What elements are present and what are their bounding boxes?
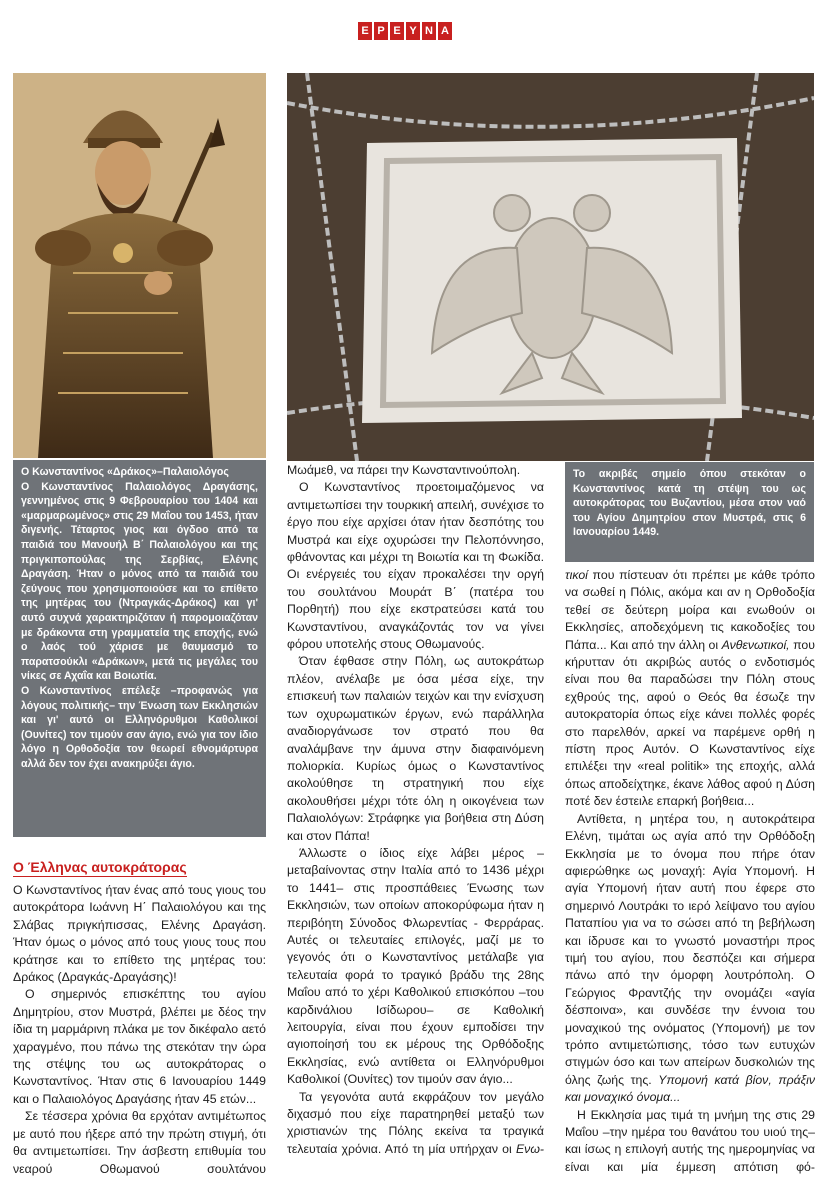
caption-text: Ο Κωνσταντίνος επέλεξε –προφανώς για λόγους πολιτικής– την Ένωση των Εκκλησιών και γι' αυτό οι Ελληνόρυθμοι Καθολικοί (Ουνίτες) τον τιμούν σαν άγιο, ενώ για τον ίδιο λόγο η Ορθοδοξία τον θεωρεί εθνομάρτυρα αλλά δεν τον έχει ανακηρύξει άγιο. xyxy=(21,684,258,770)
section-title: Ο Έλληνας αυτοκράτορας xyxy=(13,859,187,875)
paragraph-text: Αντίθετα, η μητέρα του, η αυτοκράτειρα Ελένη, τιμάται ως αγία από την Ορθόδοξη Εκκλησία με το όνομα που πήρε όταν αφιερώθηκε ως μοναχή: Αγία Υπομονή. Η αγία Υπομονή ήταν αυτή που έφερε στο σημερινό Λουτράκι το ιερό λείψανο του αγίου Παταπίου για να το σώσει από τη βεβήλωση και ίδρυσε και το γνωστό μοναστήρι προς τιμή του αγίου, που δεσπόζει και σήμερα πάνω από την όμορφη λουτρόπολη. Ο Γεώργιος Φραντζής την ονομάζει «αγία δέσποινα», και συνδέσε την έννοια του μοναχικού της ονόματος (Υπομονή) με τον τρόπο αντιμετώπισης, τόσο των ευτυχών στιγμών όσο και των απείρων δυσκολιών της όλης ζωής της. xyxy=(565,811,815,1087)
header-letter: Ρ xyxy=(374,22,388,40)
paragraph-text: Τα γεγονότα αυτά εκφράζουν τον μεγάλο διχασμό που είχε παρατηρηθεί μεταξύ των χριστιανών της Πόλης εκείνα τα τραγικά τελευταία χρόνια. Από τη μία υπήρχαν οι xyxy=(287,1089,544,1156)
portrait-caption xyxy=(13,460,266,837)
paragraph xyxy=(565,811,815,1107)
caption-text: Ο Κωνσταντίνος Παλαιολόγος Δραγάσης, γεννημένος στις 9 Φεβρουαρίου του 1404 και «μαρμαρωμένος» στις 29 Μαΐου του 1453, ήταν διγενής. Τέταρτος γιος και όγδοο από τα παιδιά του Μανουήλ Β΄ Παλαιολόγου και της πριγκιποπούλας της Σερβίας, Ελένης Δραγάση. Ήταν ο μόνος από τα παιδιά του ζεύγους που χρησιμοποιούσε και το επίθετο της μητέρας του (Ντραγκάς-Δράκος) και γι' αυτό συχνά χαρακτηριζόταν ή παρομοιαζόταν με δράκοντα στη γραμματεία της εποχής, ενώ ο λαός τού χάρισε με θαυμασμό το παρατσούκλι «Δράκων», μετά τις μεγάλες του νίκες σε Αχαΐα και Βοιωτία. xyxy=(21,480,258,683)
portrait-image xyxy=(13,73,266,458)
paragraph: Ο Κωνσταντίνος προετοιμαζόμενος να αντιμετωπίσει την τουρκική απειλή, συνέχισε το έργο που είχε αρχίσει όταν ήταν δεσπότης του Μυστρά και είχε οχυρώσει την Πελοπόννησο, φθάνοντας και μέχρι τη Βοιωτία και τη Φωκίδα. Οι ενέργειές του είχαν προκαλέσει την οργή του σουλτάνου Μουράτ Β΄ (πατέρα του Πορθητή) που είχε εκστρατεύσει κατά του Κωνσταντίνου, αναγκάζοντάς τον να γίνει φόρου υποτελής στους Οθωμανούς. xyxy=(287,480,544,652)
paragraph: Σε τέσσερα χρόνια θα ερχόταν αντιμέτωπος με αυτό που ήξερε από την πρώτη στιγμή, ότι θα αντιμετωπίσει. Την άσβεστη επιθυμία του νεαρού Οθωμανού σουλτάνου xyxy=(13,1109,266,1176)
paragraph: Όταν έφθασε στην Πόλη, ως αυτοκράτωρ πλέον, ανέλαβε με όσα μέσα είχε, την επισκευή των παλαιών τειχών και την ενίσχυση των οχυρωματικών έργων, ενώ παράλληλα αναδιοργάνωσε τον στρατό που θα αναλάμβανε την άμυνα στην διαφαινόμενη πολιορκία. Κυρίως όμως ο Κωνσταντίνος ακολούθησε τη στρατηγική που είχε ακολουθήσει μέχρι τότε όλη η οικογένεια των Παλαιολόγων: Στράφηκε για βοήθεια στη Δύση και στον Πάπα! xyxy=(287,654,544,843)
paragraph: Η Εκκλησία μας τιμά τη μνήμη της στις 29 Μαΐου –την ημέρα του θανάτου του υιού της– και ίσως η επιλογή αυτής της ημερομηνίας να είναι και μία έμμεση απότιση φό- xyxy=(565,1107,815,1174)
caption-title: Ο Κωνσταντίνος «Δράκος»–Παλαιολόγος xyxy=(21,466,229,478)
paragraph: Ο σημερινός επισκέπτης του αγίου Δημητρίου, στον Μυστρά, βλέπει με δέος την ίδια τη μαρμάρινη πλάκα με τον δικέφαλο αετό χαραγμένο, που πάνω της στεκόταν την ώρα της στέψης του ως αυτοκράτορας ο Κωνσταντίνος. Ήταν στις 6 Ιανουαρίου 1449 και ο Παλαιολόγος Δραγάσης ήταν 45 ετών... xyxy=(13,987,266,1106)
header-letter: Υ xyxy=(406,22,420,40)
section-header xyxy=(358,22,452,40)
relief-caption xyxy=(565,462,814,562)
paragraph xyxy=(287,1089,544,1159)
paragraph: Μωάμεθ, να πάρει την Κωνσταντινούπολη. xyxy=(287,463,521,477)
eagle-relief-image xyxy=(287,73,814,461)
paragraph-italic: Ανθενωτικοί, xyxy=(721,637,790,652)
paragraph-text: που πίστευαν ότι πρέπει με κάθε τρόπο να σωθεί η Πόλις, ακόμα και αν η Ορθοδοξία τεθεί σε δεύτερη μοίρα και ενωθούν οι Εκκλησίες, αποδεχόμενη τις κακοδοξίες του Πάπα... Και από την άλλη οι xyxy=(565,568,815,652)
paragraph-italic: τικοί xyxy=(565,568,588,582)
paragraph-italic: Ενω- xyxy=(515,1141,544,1156)
header-letter: Α xyxy=(438,22,452,40)
caption-text: Το ακριβές σημείο όπου στεκόταν ο Κωνσταντίνος κατά τη στέψη του ως αυτοκράτορας του Βυζαντίου, μέσα στον ναό του Αγίου Δημητρίου στον Μυστρά, στις 6 Ιανουαρίου 1449. xyxy=(573,468,806,539)
paragraph: Άλλωστε ο ίδιος είχε λάβει μέρος –μεταβαίνοντας στην Ιταλία από το 1436 μέχρι το 1441– στις προσπάθειες Ένωσης των Εκκλησιών, των οποίων αποκορύφωμα ήταν η περιβόητη Σύνοδος Φλωρεντίας - Φερράρας. Αυτές οι τελευταίες επιλογές, μαζί με το γεγονός ότι ο Κωνσταντίνος μετάλαβε για τελευταία φορά το τραγικό βράδυ της 28ης Μαΐου από το χέρι Καθολικού επισκόπου –του καρδινάλιου Ισίδωρου– σε Καθολική λειτουργία, είναι που έχουν εμποδίσει την αγιοποίησή του εκ μέρους της Ορθόδοξης Εκκλησίας, ενώ αντίθετα οι Ελληνόρυθμοι Καθολικοί (Ουνίτες) τον τιμούν σαν άγιο... xyxy=(287,845,544,1087)
article-column-2 xyxy=(287,462,544,1158)
paragraph xyxy=(565,567,815,811)
header-letter: Ν xyxy=(422,22,436,40)
paragraph-text: που κήρυτταν ότι ακριβώς αυτός ο ενδοτισμός είναι που θα παραδώσει την Πόλη στους εχθρούς της, αφού ο Θεός θα έσωζε την αυτοκρατορία όπως είχε κάνει πολλές φορές στο παρελθόν, αρκεί να παρέμενε ορθή η πίστη προς Αυτόν. Ο Κωνσταντίνος είχε επιλέξει την «real politik» της εποχής, αλλά όπως αποδείχτηκε, έκανε λάθος αφού η Δύση ποτέ δεν έστειλε επαρκή βοήθεια... xyxy=(565,637,815,809)
header-letter: Ε xyxy=(390,22,404,40)
article-column-1 xyxy=(13,882,266,1178)
paragraph-italic: Υπομονή κατά βίον, πράξιν και μοναχικό όνομα... xyxy=(565,1072,815,1105)
header-letter: Ε xyxy=(358,22,372,40)
article-column-3 xyxy=(565,567,815,1176)
paragraph: Ο Κωνσταντίνος ήταν ένας από τους γιους του αυτοκράτορα Ιωάννη Η΄ Παλαιολόγου και της Σλάβας πριγκήπισσας, Ελένης Δραγάση. Ήταν όμως ο μόνος από τους γιους τους που κράτησε και το επίθετο της μητέρας του: Δράκος (Δραγκάς-Δραγάσης)! xyxy=(13,883,266,985)
